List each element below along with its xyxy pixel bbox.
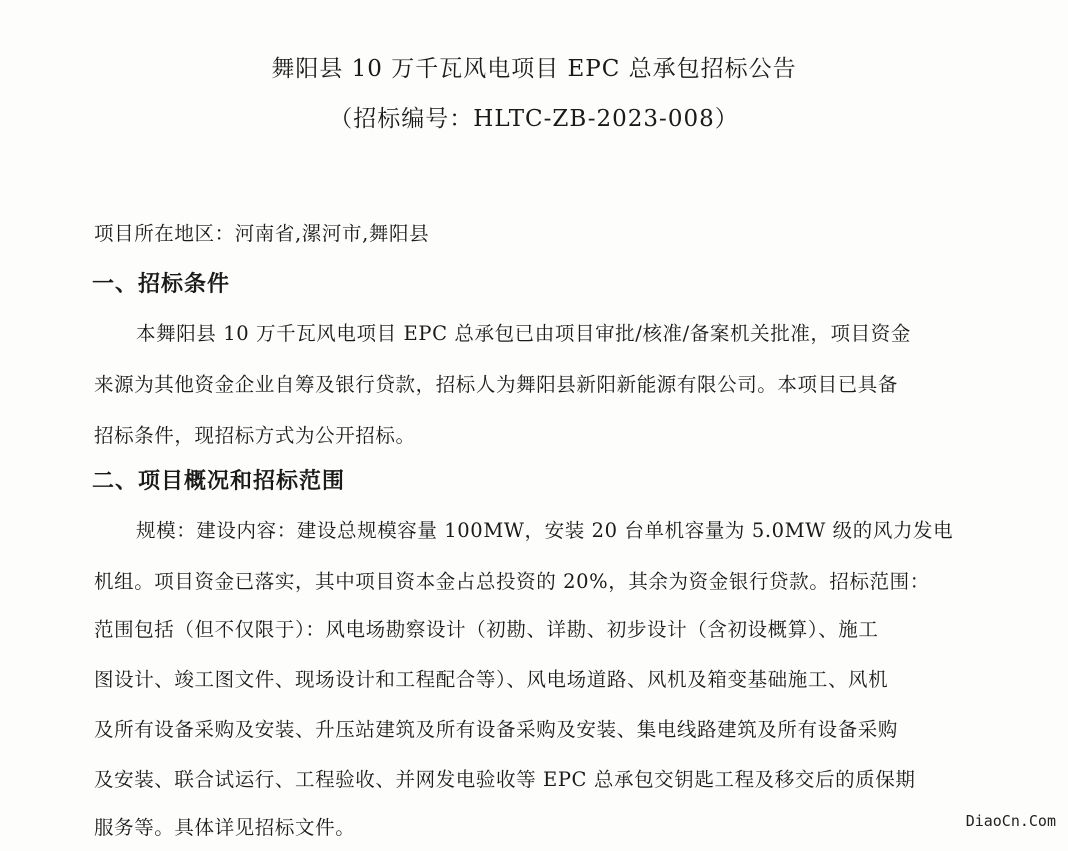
- paragraph-line: 及所有设备采购及安装、升压站建筑及所有设备采购及安装、集电线路建筑及所有设备采购: [94, 718, 899, 741]
- paragraph-line: 服务等。具体详见招标文件。: [94, 816, 356, 839]
- project-location: 项目所在地区：河南省,漯河市,舞阳县: [94, 222, 430, 245]
- section-heading-project-overview: 二、项目概况和招标范围: [92, 469, 346, 494]
- paragraph-line: 图设计、竣工图文件、现场设计和工程配合等）、风电场道路、风机及箱变基础施工、风机: [94, 668, 889, 691]
- paragraph-line: 范围包括（但不仅限于）：风电场勘察设计（初勘、详勘、初步设计（含初设概算）、施工: [94, 618, 879, 641]
- document-title: 舞阳县 10 万千瓦风电项目 EPC 总承包招标公告: [271, 56, 797, 82]
- site-watermark: DiaoCn.Com: [965, 812, 1056, 830]
- paragraph-line: 本舞阳县 10 万千瓦风电项目 EPC 总承包已由项目审批/核准/备案机关批准，项目资金: [136, 322, 911, 345]
- paragraph-line: 招标条件，现招标方式为公开招标。: [94, 424, 416, 447]
- bid-number: （招标编号：HLTC-ZB-2023-008）: [329, 106, 739, 132]
- paragraph-line: 及安装、联合试运行、工程验收、并网发电验收等 EPC 总承包交钥匙工程及移交后的质保期: [94, 768, 916, 791]
- paragraph-line: 规模：建设内容：建设总规模容量 100MW，安装 20 台单机容量为 5.0MW 级的风力发电: [136, 519, 954, 542]
- paragraph-line: 来源为其他资金企业自筹及银行贷款，招标人为舞阳县新阳新能源有限公司。本项目已具备: [94, 373, 899, 396]
- paragraph-line: 机组。项目资金已落实，其中项目资本金占总投资的 20%，其余为资金银行贷款。招标范围：: [94, 570, 930, 593]
- section-heading-bidding-conditions: 一、招标条件: [92, 272, 231, 297]
